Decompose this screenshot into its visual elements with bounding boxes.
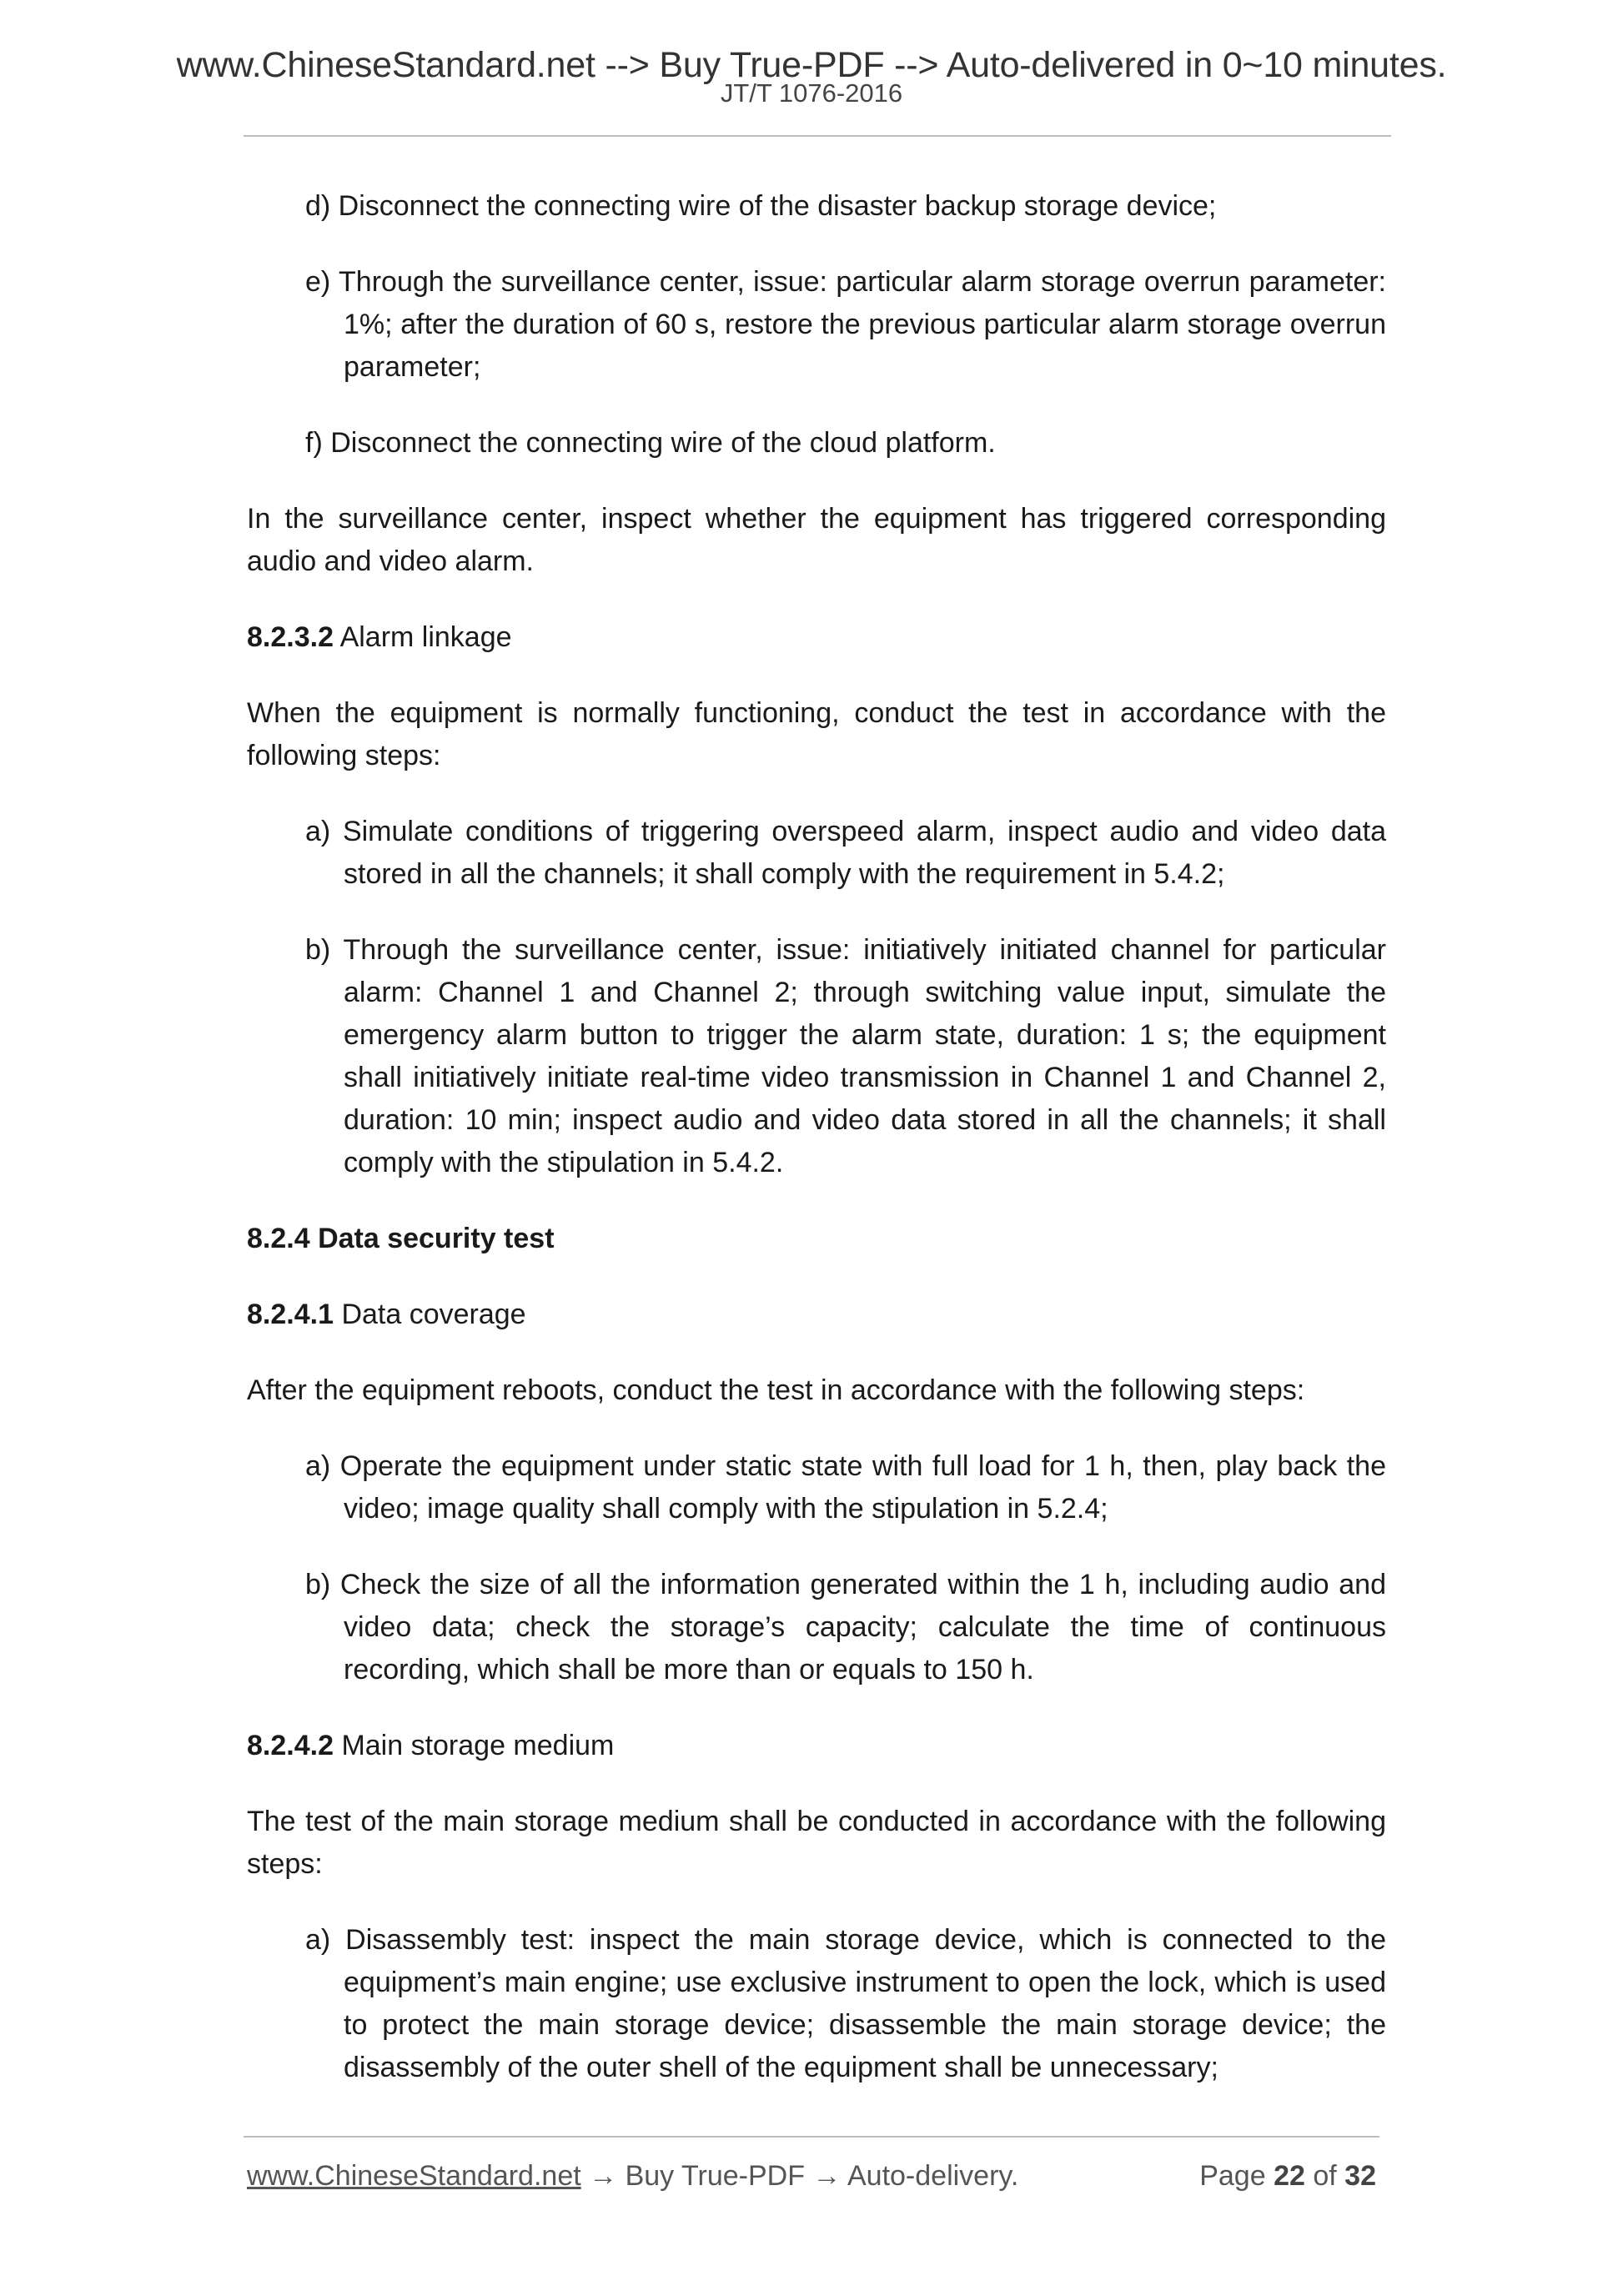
list-item-a: a) Operate the equipment under static state with full load for 1 h, then, play back the video; image quality shall comply with the stipulation in 5.2.4; — [305, 1450, 1386, 1525]
footer-divider — [244, 2136, 1379, 2138]
section-title: Alarm linkage — [339, 621, 512, 653]
section-number: 8.2.4.1 — [247, 1299, 334, 1330]
header-divider — [244, 135, 1391, 137]
list-item-b: b) Through the surveillance center, issue: initiatively initiated channel for particular alarm: Channel 1 and Channel 2; through switching value input, simulate the emergency alarm button to trigger the alarm state, duration: 1 s; the equipment shall initiatively initiate real-time video transmission in Channel 1 and Channel 2, duration: 10 min; inspect audio and video data stored in all the channels; it shall comply with the stipulation in 5.4.2. — [305, 934, 1386, 1178]
paragraph-inspect-alarm: In the surveillance center, inspect whether the equipment has triggered corresponding audio and video alarm. — [247, 503, 1386, 577]
page-label: Page — [1199, 2160, 1266, 2192]
page-current: 22 — [1274, 2160, 1305, 2192]
page-indicator — [1199, 2158, 1376, 2194]
document-code: JT/T 1076-2016 — [720, 78, 903, 108]
paragraph-8-2-4-2: The test of the main storage medium shall be conducted in accordance with the following steps: — [247, 1806, 1386, 1880]
list-item-e: e) Through the surveillance center, issue: particular alarm storage overrun parameter: 1%; after the duration of 60 s, restore the previous particular alarm storage overrun parameter; — [305, 266, 1386, 383]
footer-links — [247, 2158, 1018, 2194]
section-number: 8.2.3.2 — [247, 621, 334, 653]
page-body — [247, 185, 1386, 2123]
section-heading-8-2-4-1 — [247, 1294, 1386, 1336]
section-number: 8.2.4.2 — [247, 1730, 334, 1761]
section-heading-8-2-3-2 — [247, 616, 1386, 659]
list-item-a: a) Simulate conditions of triggering overspeed alarm, inspect audio and video data stored in all the channels; it shall comply with the requirement in 5.4.2; — [305, 816, 1386, 890]
page-total: 32 — [1344, 2160, 1376, 2192]
section-heading-8-2-4-2 — [247, 1725, 1386, 1767]
list-item-a: a) Disassembly test: inspect the main storage device, which is connected to the equipment’s main engine; use exclusive instrument to open the lock, which is used to protect the main storage device; disassemble the main storage device; the disassembly of the outer shell of the equipment shall be unnecessary; — [305, 1924, 1386, 2083]
page-of: of — [1313, 2160, 1337, 2192]
section-heading-8-2-4: 8.2.4 Data security test — [247, 1223, 555, 1254]
list-item-d: d) Disconnect the connecting wire of the disaster backup storage device; — [305, 190, 1217, 222]
section-title: Data coverage — [341, 1299, 526, 1330]
section-title: Main storage medium — [341, 1730, 615, 1761]
footer-tagline: → Buy True-PDF → Auto-delivery. — [580, 2160, 1019, 2192]
footer-site-link[interactable]: www.ChineseStandard.net — [247, 2160, 581, 2192]
paragraph-8-2-3-2: When the equipment is normally functioning, conduct the test in accordance with the following steps: — [247, 697, 1386, 771]
list-item-f: f) Disconnect the connecting wire of the cloud platform. — [305, 427, 996, 459]
site-banner[interactable]: www.ChineseStandard.net --> Buy True-PDF --> Auto-delivered in 0~10 minutes. — [176, 45, 1447, 85]
paragraph-8-2-4-1: After the equipment reboots, conduct the test in accordance with the following steps: — [247, 1374, 1305, 1406]
list-item-b: b) Check the size of all the information generated within the 1 h, including audio and video data; check the storage’s capacity; calculate the time of continuous recording, which shall be more than or equals to 150 h. — [305, 1569, 1386, 1686]
